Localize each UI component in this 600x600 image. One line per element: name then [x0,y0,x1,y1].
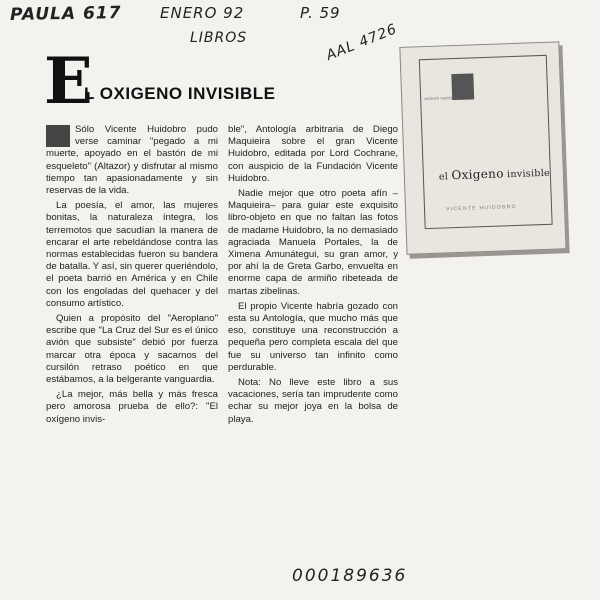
handwritten-code: 000189636 [292,566,408,586]
paragraph: Sólo Vicente Huidobro pudo verse caminar "pegado a mi muerte, apoyado en el bastón de mi esqueleto" (Altazor) y disfrutar al mismo tiempo tan apasionadamente y sin reservas de la vida. [46,124,218,197]
paragraph-marker [46,125,70,147]
article-column-2 [228,124,398,429]
paragraph: La poesía, el amor, las mujeres bonitas, la naturaleza íntegra, los terremotos que sacudían la manera de encarar el arte rebeldándose contra las normas establecidas fueron su bandera de batalla. Y así, sin querer queriéndolo, el poeta barrió en América y en Chile con los engoladas del quehacer y del consumo artístico. [46,200,218,309]
book-frame [419,55,553,229]
handwritten-source: PAULA 617 [9,3,122,25]
article-title [44,44,344,119]
paragraph: ble", Antología arbitraria de Diego Maquieira sobre el gran Vicente Huidobro, editada por Lord Cochrane, con auspicio de la Fundación Vicente Huidobro. [228,124,398,184]
book-cover [399,41,566,254]
handwritten-page: P. 59 [300,4,341,22]
title-text: L OXIGENO INVISIBLE [84,84,276,103]
article-column-1 [46,124,218,429]
book-title: el Oxigeno invisible [438,166,551,183]
handwritten-section: LIBROS [190,30,248,46]
paragraph: ¿La mejor, más bella y más fresca pero amorosa prueba de ello?: "El oxígeno invis- [46,389,218,425]
title-dropcap: E [44,44,93,119]
paragraph: Nadie mejor que otro poeta afín –Maquieira– para guiar este exquisito libro-objeto en que no faltan las fotos de madame Huidobro, la no demasiado agraciada Manuela Portales, la de Ximena Amunátegui, su gran amor, y por ahí la de Greta Garbo, envuelta en enorme capa de armiño ribeteada de martas zibelinas. [228,188,398,297]
paragraph: El propio Vicente habría gozado con esta su Antología, que mucho más que eso, constituye una reconstrucción a pequeña pero completa escala del que fue su universo tan infinito como perdurable. [228,300,398,373]
book-tiny-text: VICENTE HUIDOBRO [424,95,460,102]
paragraph: Nota: No lleve este libro a sus vacaciones, sería tan imprudente como echar su mejor joya en la bolsa de playa. [228,377,398,425]
book-cover-image [399,41,571,259]
handwritten-date: ENERO 92 [160,4,245,22]
handwritten-catalog-number: AAL 4726 [324,21,400,65]
book-author: VICENTE HUIDOBRO [445,203,517,213]
paragraph: Quien a propósito del "Aeroplano" escribe que "La Cruz del Sur es el único avión que subsiste" debió por fuerza marcar otra época y sacarnos del cursilón retraso poético en que estábamos, a la belgerante vanguardia. [46,313,218,386]
